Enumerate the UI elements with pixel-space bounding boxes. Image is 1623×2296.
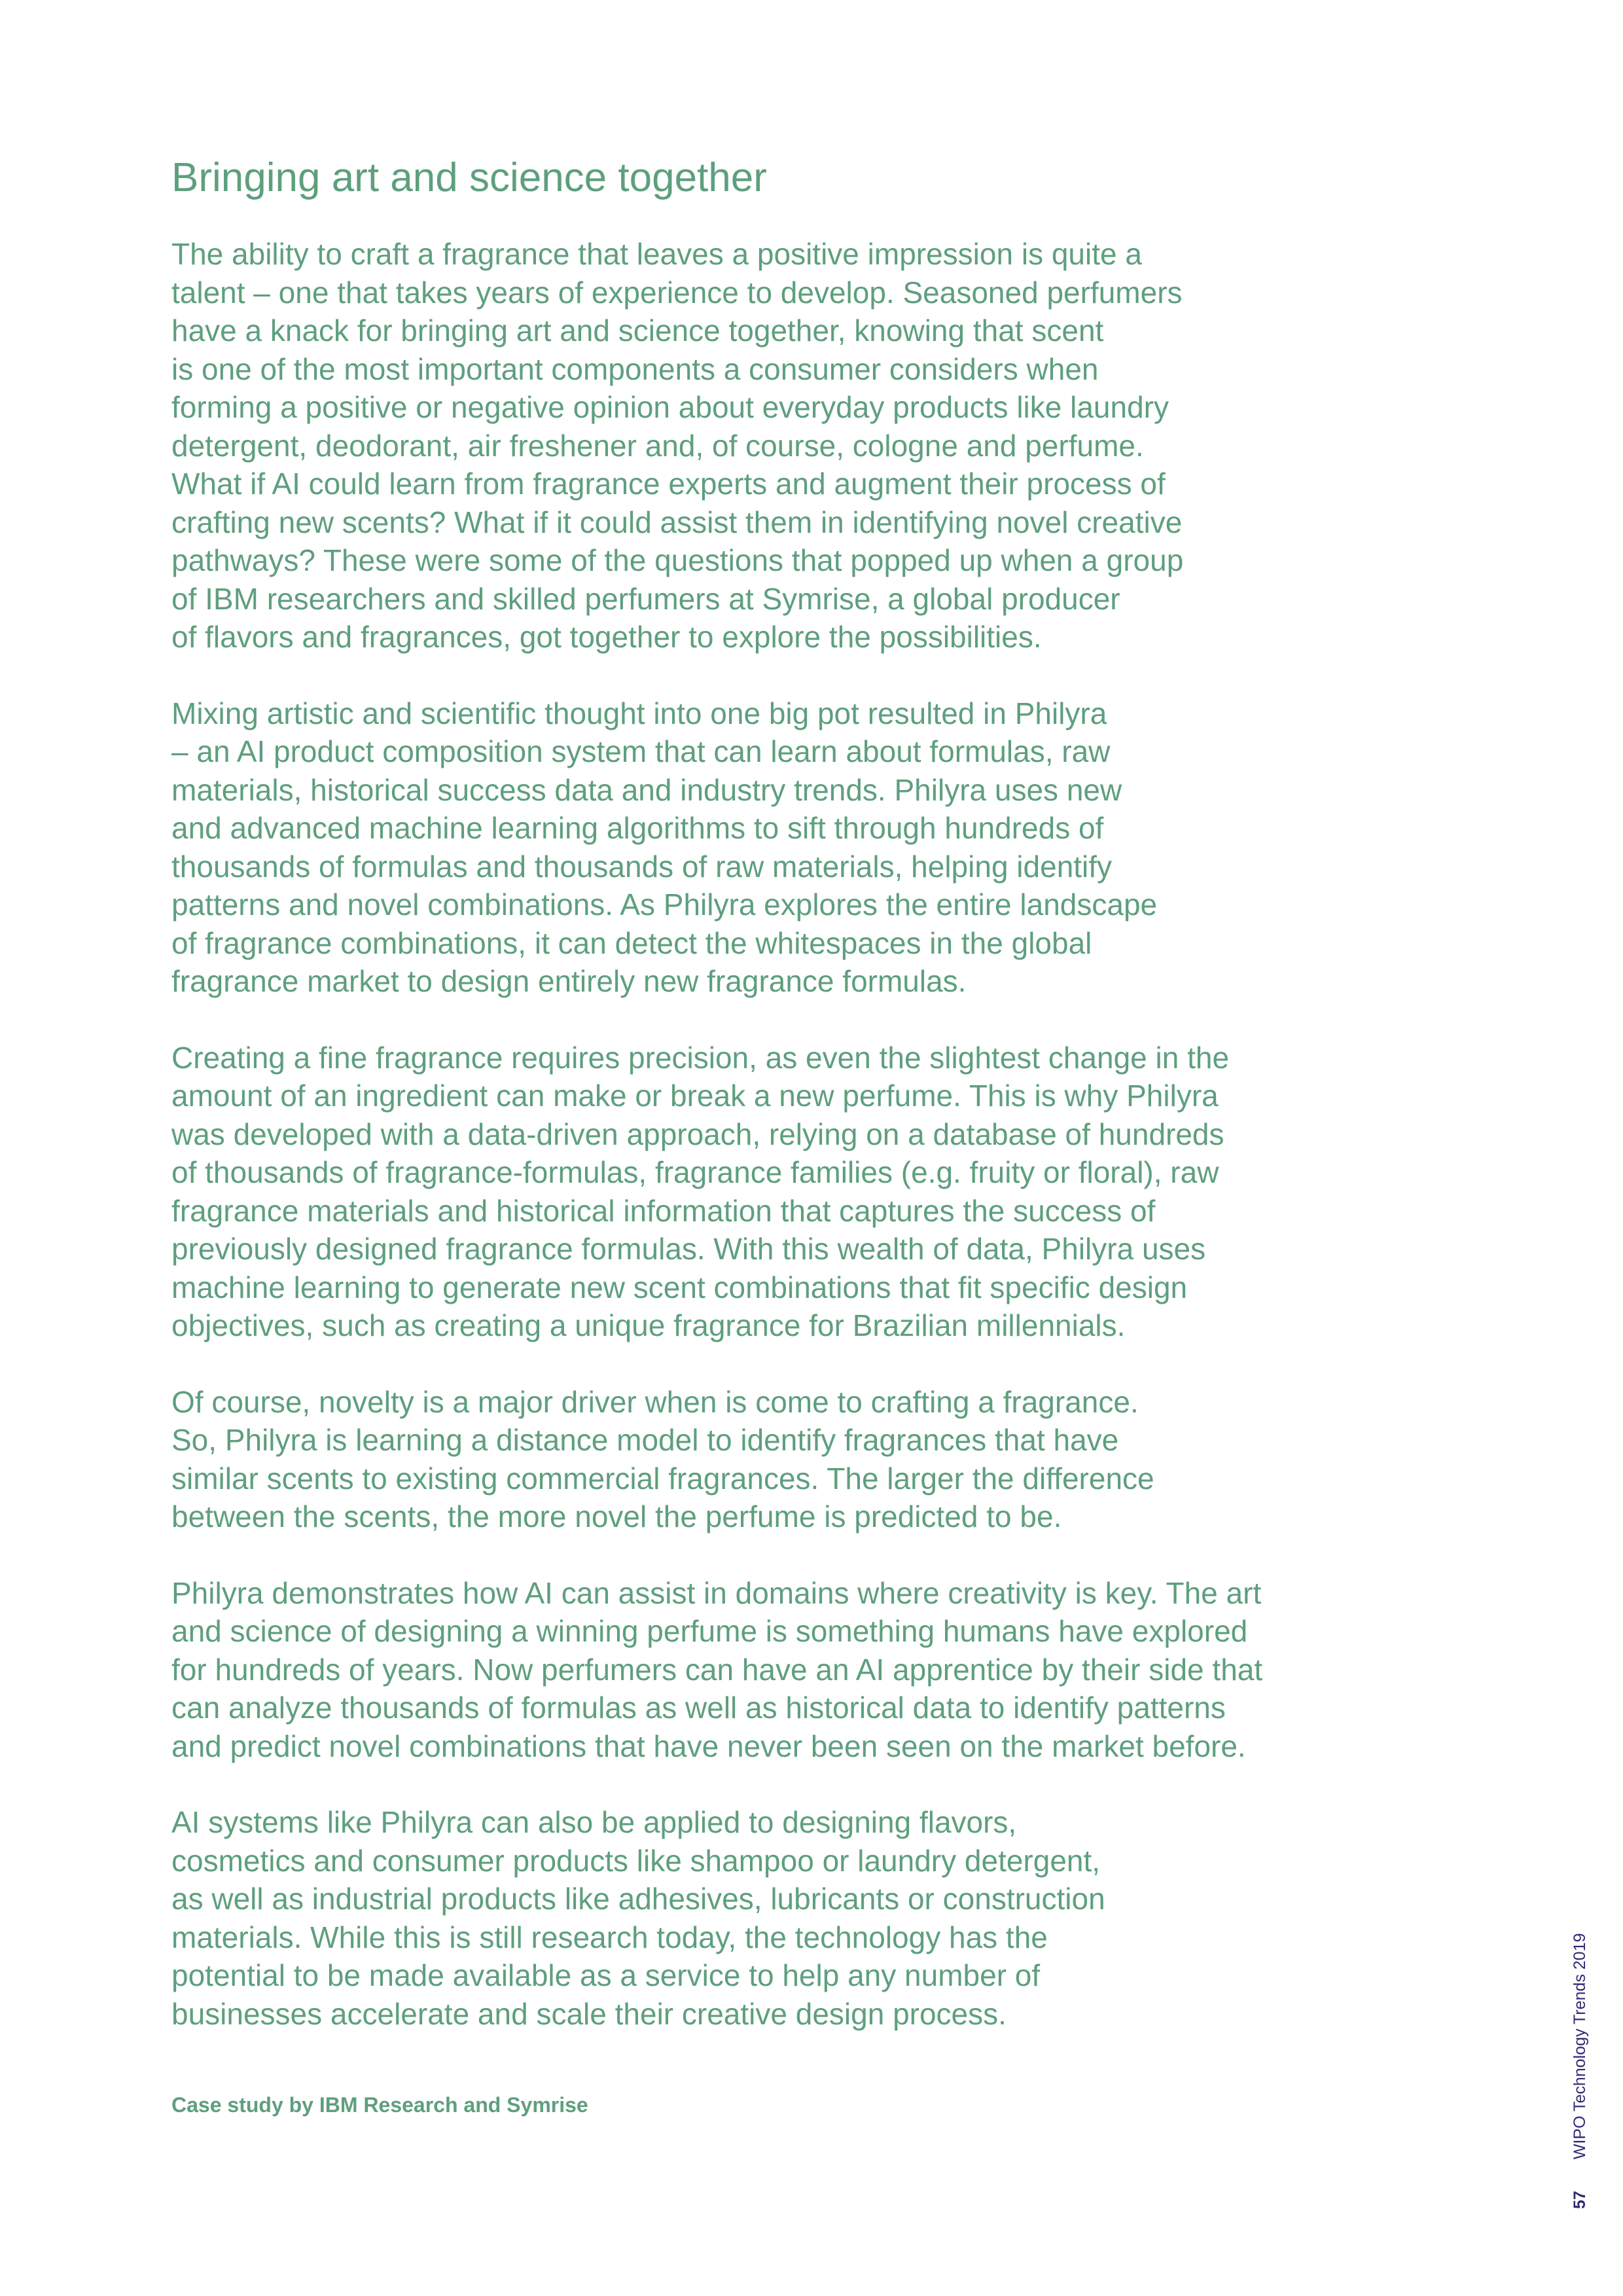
paragraph-container [171,235,1389,2033]
paragraph-line: materials. While this is still research today, the technology has the [171,1920,1048,1954]
paragraph-line: Creating a fine fragrance requires precision, as even the slightest change in the [171,1040,1230,1075]
paragraph-line: and predict novel combinations that have never been seen on the market before. [171,1729,1246,1763]
paragraph [171,1803,1389,2033]
paragraph-line: forming a positive or negative opinion about everyday products like laundry [171,390,1169,425]
paragraph-line: for hundreds of years. Now perfumers can have an AI apprentice by their side that [171,1652,1263,1687]
paragraph-line: detergent, deodorant, air freshener and, of course, cologne and perfume. [171,428,1144,463]
paragraph-line: machine learning to generate new scent combinations that fit specific design [171,1270,1188,1304]
paragraph-line: pathways? These were some of the questions that popped up when a group [171,543,1184,578]
page-number: 57 [1571,2191,1589,2209]
paragraph-line: cosmetics and consumer products like shampoo or laundry detergent, [171,1843,1101,1878]
paragraph-line: fragrance market to design entirely new fragrance formulas. [171,964,967,999]
paragraph-line: and science of designing a winning perfume is something humans have explored [171,1614,1248,1649]
paragraph [171,1383,1389,1536]
paragraph-line: amount of an ingredient can make or break a new perfume. This is why Philyra [171,1079,1219,1113]
page-footer-sidebar [1571,1933,1590,2209]
paragraph-line: as well as industrial products like adhesives, lubricants or construction [171,1882,1105,1916]
paragraph-line: patterns and novel combinations. As Philyra explores the entire landscape [171,888,1158,922]
paragraph-line: Philyra demonstrates how AI can assist in domains where creativity is key. The art [171,1575,1262,1610]
article-heading: Bringing art and science together [171,155,767,200]
paragraph-line: – an AI product composition system that can learn about formulas, raw [171,734,1111,769]
paragraph-line: was developed with a data-driven approach, relying on a database of hundreds [171,1117,1224,1151]
paragraph-line: So, Philyra is learning a distance model to identify fragrances that have [171,1423,1119,1458]
paragraph-line: have a knack for bringing art and science together, knowing that scent [171,314,1104,348]
paragraph-line: of fragrance combinations, it can detect the whitespaces in the global [171,925,1092,960]
paragraph-line: of thousands of fragrance-formulas, fragrance families (e.g. fruity or floral), raw [171,1155,1219,1190]
article-body [171,154,1389,2071]
paragraph-line: similar scents to existing commercial fragrances. The larger the difference [171,1461,1154,1496]
paragraph-line: and advanced machine learning algorithms to sift through hundreds of [171,811,1104,846]
paragraph-line: previously designed fragrance formulas. With this wealth of data, Philyra uses [171,1232,1206,1266]
paragraph-line: of IBM researchers and skilled perfumers at Symrise, a global producer [171,581,1120,616]
paragraph-line: Mixing artistic and scientific thought into one big pot resulted in Philyra [171,696,1107,730]
paragraph-line: talent – one that takes years of experience to develop. Seasoned perfumers [171,275,1183,310]
publication-title: WIPO Technology Trends 2019 [1571,1933,1589,2160]
paragraph [171,235,1389,656]
paragraph-line: materials, historical success data and industry trends. Philyra uses new [171,772,1122,807]
paragraph-line: What if AI could learn from fragrance experts and augment their process of [171,467,1166,501]
paragraph-line: AI systems like Philyra can also be applied to designing flavors, [171,1805,1017,1840]
paragraph-line: objectives, such as creating a unique fragrance for Brazilian millennials. [171,1308,1126,1343]
paragraph-line: potential to be made available as a service to help any number of [171,1958,1041,1993]
paragraph [171,1574,1389,1766]
paragraph-line: Of course, novelty is a major driver when is come to crafting a fragrance. [171,1384,1139,1419]
paragraph-line: The ability to craft a fragrance that leaves a positive impression is quite a [171,237,1142,272]
paragraph-line: businesses accelerate and scale their creative design process. [171,1996,1007,2031]
paragraph-line: can analyze thousands of formulas as well as historical data to identify patterns [171,1691,1226,1725]
paragraph [171,694,1389,1001]
paragraph-line: thousands of formulas and thousands of raw materials, helping identify [171,849,1113,884]
paragraph [171,1039,1389,1345]
paragraph-line: fragrance materials and historical information that captures the success of [171,1193,1156,1228]
paragraph-line: crafting new scents? What if it could assist them in identifying novel creative [171,505,1183,539]
paragraph-line: between the scents, the more novel the perfume is predicted to be. [171,1499,1062,1534]
paragraph-line: is one of the most important components a consumer considers when [171,351,1099,386]
case-study-credit: Case study by IBM Research and Symrise [171,2093,588,2117]
paragraph-line: of flavors and fragrances, got together to explore the possibilities. [171,620,1042,655]
